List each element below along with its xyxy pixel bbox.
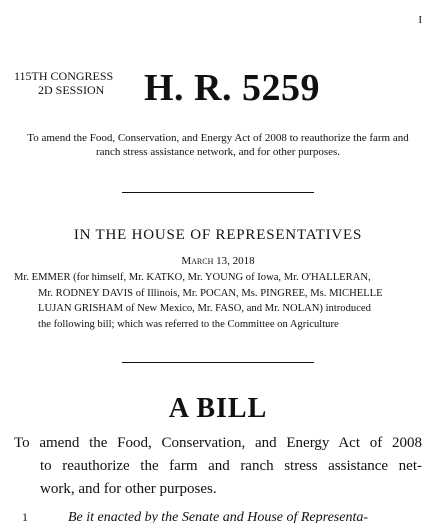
session-label: 2D SESSION bbox=[38, 83, 105, 97]
sponsor-line: LUJAN GRISHAM of New Mexico, Mr. FASO, and Mr. NOLAN) introduced bbox=[38, 303, 371, 314]
sponsor-line: Mr. EMMER (for himself, Mr. KATKO, Mr. YOUNG of Iowa, Mr. O'HALLERAN, bbox=[14, 272, 371, 283]
sponsor-line: Mr. RODNEY DAVIS of Illinois, Mr. POCAN, Ms. PINGREE, Ms. MICHELLE bbox=[38, 287, 383, 299]
a-bill-heading: A BILL bbox=[168, 393, 268, 424]
title-line: work, and for other purposes. bbox=[40, 481, 217, 497]
title-line: to reauthorize the farm and ranch stress assistance net- bbox=[40, 458, 422, 474]
congress-label: 115TH CONGRESS bbox=[14, 69, 114, 83]
sponsor-line: the following bill; which was referred to the Committee on Agriculture bbox=[38, 318, 339, 330]
introduction-date: March 13, 2018 bbox=[181, 255, 255, 267]
enacting-text: Be it enacted by the Senate and House of Representa- bbox=[68, 510, 368, 523]
line-number: 1 bbox=[22, 510, 28, 523]
bill-title-paragraph bbox=[14, 432, 422, 501]
title-line: To amend the Food, Conservation, and Energy Act of 2008 bbox=[14, 435, 422, 451]
enacting-clause bbox=[14, 510, 436, 523]
chamber-heading: IN THE HOUSE OF REPRESENTATIVES bbox=[73, 227, 363, 243]
divider-rule-bottom bbox=[122, 362, 314, 363]
sponsors-block bbox=[14, 270, 424, 332]
purpose-summary: To amend the Food, Conservation, and Energy Act of 2008 to reauthorize the farm and ranch stress assistance network, and for other purposes. bbox=[27, 132, 409, 158]
page-number: I bbox=[418, 14, 422, 26]
bill-number: H. R. 5259 bbox=[144, 67, 320, 109]
congress-session bbox=[14, 69, 113, 97]
divider-rule-top bbox=[122, 192, 314, 193]
